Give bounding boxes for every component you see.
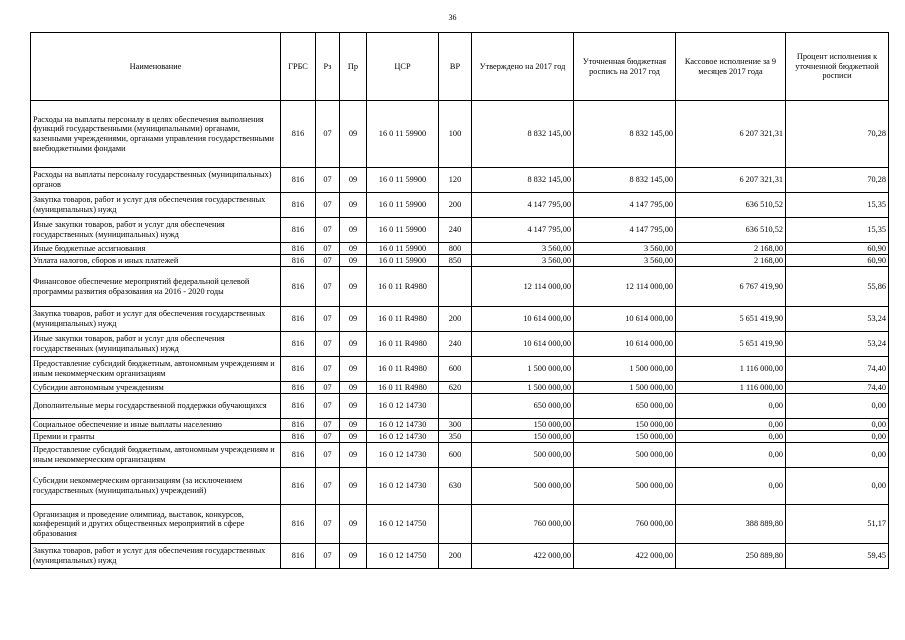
row-vr: 630 xyxy=(439,468,472,505)
table-row xyxy=(31,307,889,332)
row-pr: 09 xyxy=(340,394,367,419)
row-percent: 51,17 xyxy=(786,505,889,544)
row-name: Субсидии автономным учреждениям xyxy=(31,382,281,394)
row-vr xyxy=(439,394,472,419)
row-percent: 0,00 xyxy=(786,419,889,431)
row-pr: 09 xyxy=(340,357,367,382)
row-grbs: 816 xyxy=(281,431,316,443)
table-body xyxy=(31,101,889,569)
row-percent: 74,40 xyxy=(786,357,889,382)
row-approved: 3 560,00 xyxy=(472,255,574,267)
row-name: Закупка товаров, работ и услуг для обеспечения государственных (муниципальных) нужд xyxy=(31,307,281,332)
row-grbs: 816 xyxy=(281,267,316,307)
row-cash: 0,00 xyxy=(676,468,786,505)
row-percent: 60,90 xyxy=(786,243,889,255)
row-csr: 16 0 11 R4980 xyxy=(367,267,439,307)
row-name: Социальное обеспечение и иные выплаты населению xyxy=(31,419,281,431)
table-row xyxy=(31,255,889,267)
row-approved: 150 000,00 xyxy=(472,431,574,443)
row-specified: 10 614 000,00 xyxy=(574,332,676,357)
row-specified: 12 114 000,00 xyxy=(574,267,676,307)
row-name: Предоставление субсидий бюджетным, автономным учреждениям и иным некоммерческим организациям xyxy=(31,443,281,468)
row-approved: 150 000,00 xyxy=(472,419,574,431)
row-grbs: 816 xyxy=(281,544,316,569)
row-cash: 5 651 419,90 xyxy=(676,332,786,357)
row-rz: 07 xyxy=(316,431,340,443)
row-csr: 16 0 11 R4980 xyxy=(367,332,439,357)
header-rz: Рз xyxy=(316,33,340,101)
row-pr: 09 xyxy=(340,419,367,431)
row-approved: 4 147 795,00 xyxy=(472,193,574,218)
row-grbs: 816 xyxy=(281,468,316,505)
row-rz: 07 xyxy=(316,255,340,267)
header-cash: Кассовое исполнение за 9 месяцев 2017 года xyxy=(676,33,786,101)
row-specified: 4 147 795,00 xyxy=(574,193,676,218)
row-csr: 16 0 12 14730 xyxy=(367,443,439,468)
row-vr: 120 xyxy=(439,168,472,193)
budget-table xyxy=(30,32,889,569)
row-cash: 636 510,52 xyxy=(676,218,786,243)
row-vr: 100 xyxy=(439,101,472,168)
row-percent: 0,00 xyxy=(786,394,889,419)
header-pr: Пр xyxy=(340,33,367,101)
row-percent: 60,90 xyxy=(786,255,889,267)
row-pr: 09 xyxy=(340,267,367,307)
row-cash: 0,00 xyxy=(676,394,786,419)
row-grbs: 816 xyxy=(281,218,316,243)
row-vr: 300 xyxy=(439,419,472,431)
row-specified: 500 000,00 xyxy=(574,468,676,505)
row-approved: 760 000,00 xyxy=(472,505,574,544)
row-pr: 09 xyxy=(340,193,367,218)
row-specified: 422 000,00 xyxy=(574,544,676,569)
row-approved: 12 114 000,00 xyxy=(472,267,574,307)
row-cash: 2 168,00 xyxy=(676,243,786,255)
row-percent: 70,28 xyxy=(786,101,889,168)
row-vr: 200 xyxy=(439,307,472,332)
table-row xyxy=(31,218,889,243)
table-row xyxy=(31,468,889,505)
row-approved: 8 832 145,00 xyxy=(472,101,574,168)
row-specified: 1 500 000,00 xyxy=(574,357,676,382)
row-vr xyxy=(439,505,472,544)
row-name: Иные закупки товаров, работ и услуг для обеспечения государственных (муниципальных) нужд xyxy=(31,218,281,243)
row-approved: 4 147 795,00 xyxy=(472,218,574,243)
row-name: Расходы на выплаты персоналу в целях обеспечения выполнения функций государственными (муниципальными) органами, казенными учреждениями, органами управления государственными внебюджетными фондами xyxy=(31,101,281,168)
row-csr: 16 0 12 14730 xyxy=(367,419,439,431)
row-specified: 8 832 145,00 xyxy=(574,101,676,168)
row-vr: 620 xyxy=(439,382,472,394)
row-grbs: 816 xyxy=(281,357,316,382)
header-csr: ЦСР xyxy=(367,33,439,101)
row-pr: 09 xyxy=(340,505,367,544)
row-approved: 1 500 000,00 xyxy=(472,382,574,394)
header-specified: Уточненная бюджетная роспись на 2017 год xyxy=(574,33,676,101)
row-percent: 0,00 xyxy=(786,443,889,468)
row-csr: 16 0 12 14730 xyxy=(367,431,439,443)
row-vr: 200 xyxy=(439,544,472,569)
row-specified: 650 000,00 xyxy=(574,394,676,419)
row-name: Закупка товаров, работ и услуг для обеспечения государственных (муниципальных) нужд xyxy=(31,193,281,218)
row-pr: 09 xyxy=(340,443,367,468)
row-specified: 760 000,00 xyxy=(574,505,676,544)
row-pr: 09 xyxy=(340,332,367,357)
row-rz: 07 xyxy=(316,505,340,544)
row-name: Премии и гранты xyxy=(31,431,281,443)
row-specified: 4 147 795,00 xyxy=(574,218,676,243)
row-name: Расходы на выплаты персоналу государственных (муниципальных) органов xyxy=(31,168,281,193)
table-row xyxy=(31,243,889,255)
row-approved: 10 614 000,00 xyxy=(472,307,574,332)
row-name: Иные бюджетные ассигнования xyxy=(31,243,281,255)
table-row xyxy=(31,544,889,569)
row-rz: 07 xyxy=(316,394,340,419)
row-csr: 16 0 11 59900 xyxy=(367,218,439,243)
row-cash: 6 207 321,31 xyxy=(676,101,786,168)
row-csr: 16 0 11 R4980 xyxy=(367,357,439,382)
row-grbs: 816 xyxy=(281,243,316,255)
table-row xyxy=(31,357,889,382)
row-vr: 240 xyxy=(439,332,472,357)
row-grbs: 816 xyxy=(281,443,316,468)
table-row xyxy=(31,168,889,193)
row-rz: 07 xyxy=(316,101,340,168)
header-name: Наименование xyxy=(31,33,281,101)
row-csr: 16 0 11 59900 xyxy=(367,101,439,168)
row-specified: 1 500 000,00 xyxy=(574,382,676,394)
table-header-row xyxy=(31,33,889,101)
row-cash: 250 889,80 xyxy=(676,544,786,569)
table-row xyxy=(31,193,889,218)
page-number: 36 xyxy=(448,13,457,22)
row-vr: 240 xyxy=(439,218,472,243)
row-specified: 10 614 000,00 xyxy=(574,307,676,332)
row-vr: 350 xyxy=(439,431,472,443)
table-row xyxy=(31,431,889,443)
row-percent: 59,45 xyxy=(786,544,889,569)
row-csr: 16 0 11 59900 xyxy=(367,255,439,267)
row-vr: 800 xyxy=(439,243,472,255)
header-percent: Процент исполнения к уточненной бюджетной росписи xyxy=(786,33,889,101)
row-pr: 09 xyxy=(340,307,367,332)
row-name: Субсидии некоммерческим организациям (за исключением государственных (муниципальных) учреждений) xyxy=(31,468,281,505)
row-name: Организация и проведение олимпиад, выставок, конкурсов, конференций и других общественных мероприятий в сфере образования xyxy=(31,505,281,544)
row-rz: 07 xyxy=(316,193,340,218)
row-rz: 07 xyxy=(316,419,340,431)
row-grbs: 816 xyxy=(281,419,316,431)
row-rz: 07 xyxy=(316,218,340,243)
row-rz: 07 xyxy=(316,443,340,468)
row-pr: 09 xyxy=(340,168,367,193)
row-csr: 16 0 12 14750 xyxy=(367,505,439,544)
row-percent: 53,24 xyxy=(786,307,889,332)
row-specified: 3 560,00 xyxy=(574,255,676,267)
row-rz: 07 xyxy=(316,382,340,394)
row-vr: 850 xyxy=(439,255,472,267)
row-cash: 6 767 419,90 xyxy=(676,267,786,307)
row-cash: 388 889,80 xyxy=(676,505,786,544)
row-pr: 09 xyxy=(340,382,367,394)
row-percent: 74,40 xyxy=(786,382,889,394)
row-percent: 15,35 xyxy=(786,218,889,243)
row-csr: 16 0 12 14730 xyxy=(367,468,439,505)
row-grbs: 816 xyxy=(281,394,316,419)
row-rz: 07 xyxy=(316,468,340,505)
row-csr: 16 0 11 R4980 xyxy=(367,307,439,332)
row-vr: 200 xyxy=(439,193,472,218)
row-pr: 09 xyxy=(340,255,367,267)
row-rz: 07 xyxy=(316,168,340,193)
row-percent: 0,00 xyxy=(786,431,889,443)
header-vr: ВР xyxy=(439,33,472,101)
row-name: Уплата налогов, сборов и иных платежей xyxy=(31,255,281,267)
row-pr: 09 xyxy=(340,544,367,569)
row-approved: 3 560,00 xyxy=(472,243,574,255)
row-approved: 422 000,00 xyxy=(472,544,574,569)
row-grbs: 816 xyxy=(281,101,316,168)
row-csr: 16 0 12 14750 xyxy=(367,544,439,569)
row-specified: 150 000,00 xyxy=(574,431,676,443)
row-cash: 1 116 000,00 xyxy=(676,357,786,382)
row-specified: 8 832 145,00 xyxy=(574,168,676,193)
table-row xyxy=(31,382,889,394)
row-csr: 16 0 11 59900 xyxy=(367,243,439,255)
row-approved: 1 500 000,00 xyxy=(472,357,574,382)
row-approved: 650 000,00 xyxy=(472,394,574,419)
row-name: Закупка товаров, работ и услуг для обеспечения государственных (муниципальных) нужд xyxy=(31,544,281,569)
row-cash: 5 651 419,90 xyxy=(676,307,786,332)
row-rz: 07 xyxy=(316,332,340,357)
header-approved: Утверждено на 2017 год xyxy=(472,33,574,101)
row-pr: 09 xyxy=(340,218,367,243)
row-grbs: 816 xyxy=(281,255,316,267)
row-rz: 07 xyxy=(316,307,340,332)
row-cash: 6 207 321,31 xyxy=(676,168,786,193)
row-pr: 09 xyxy=(340,431,367,443)
row-cash: 1 116 000,00 xyxy=(676,382,786,394)
table-row xyxy=(31,101,889,168)
row-vr: 600 xyxy=(439,357,472,382)
row-approved: 10 614 000,00 xyxy=(472,332,574,357)
row-specified: 500 000,00 xyxy=(574,443,676,468)
row-rz: 07 xyxy=(316,357,340,382)
row-percent: 70,28 xyxy=(786,168,889,193)
row-percent: 15,35 xyxy=(786,193,889,218)
table-row xyxy=(31,419,889,431)
row-csr: 16 0 11 R4980 xyxy=(367,382,439,394)
row-csr: 16 0 12 14730 xyxy=(367,394,439,419)
row-cash: 2 168,00 xyxy=(676,255,786,267)
row-percent: 0,00 xyxy=(786,468,889,505)
row-approved: 500 000,00 xyxy=(472,443,574,468)
row-vr: 600 xyxy=(439,443,472,468)
row-cash: 0,00 xyxy=(676,443,786,468)
row-cash: 0,00 xyxy=(676,419,786,431)
row-name: Иные закупки товаров, работ и услуг для обеспечения государственных (муниципальных) нужд xyxy=(31,332,281,357)
table-row xyxy=(31,332,889,357)
row-percent: 55,86 xyxy=(786,267,889,307)
row-csr: 16 0 11 59900 xyxy=(367,193,439,218)
row-rz: 07 xyxy=(316,544,340,569)
row-grbs: 816 xyxy=(281,307,316,332)
row-pr: 09 xyxy=(340,101,367,168)
row-name: Дополнительные меры государственной поддержки обучающихся xyxy=(31,394,281,419)
row-csr: 16 0 11 59900 xyxy=(367,168,439,193)
row-approved: 500 000,00 xyxy=(472,468,574,505)
header-grbs: ГРБС xyxy=(281,33,316,101)
table-row xyxy=(31,443,889,468)
row-name: Предоставление субсидий бюджетным, автономным учреждениям и иным некоммерческим организациям xyxy=(31,357,281,382)
table-row xyxy=(31,394,889,419)
row-pr: 09 xyxy=(340,468,367,505)
table-row xyxy=(31,267,889,307)
row-cash: 0,00 xyxy=(676,431,786,443)
row-percent: 53,24 xyxy=(786,332,889,357)
row-grbs: 816 xyxy=(281,193,316,218)
row-specified: 150 000,00 xyxy=(574,419,676,431)
row-rz: 07 xyxy=(316,243,340,255)
row-pr: 09 xyxy=(340,243,367,255)
row-grbs: 816 xyxy=(281,332,316,357)
row-approved: 8 832 145,00 xyxy=(472,168,574,193)
row-rz: 07 xyxy=(316,267,340,307)
row-vr xyxy=(439,267,472,307)
row-grbs: 816 xyxy=(281,505,316,544)
row-grbs: 816 xyxy=(281,382,316,394)
row-grbs: 816 xyxy=(281,168,316,193)
row-name: Финансовое обеспечение мероприятий федеральной целевой программы развития образования на 2016 - 2020 годы xyxy=(31,267,281,307)
row-specified: 3 560,00 xyxy=(574,243,676,255)
table-row xyxy=(31,505,889,544)
row-cash: 636 510,52 xyxy=(676,193,786,218)
